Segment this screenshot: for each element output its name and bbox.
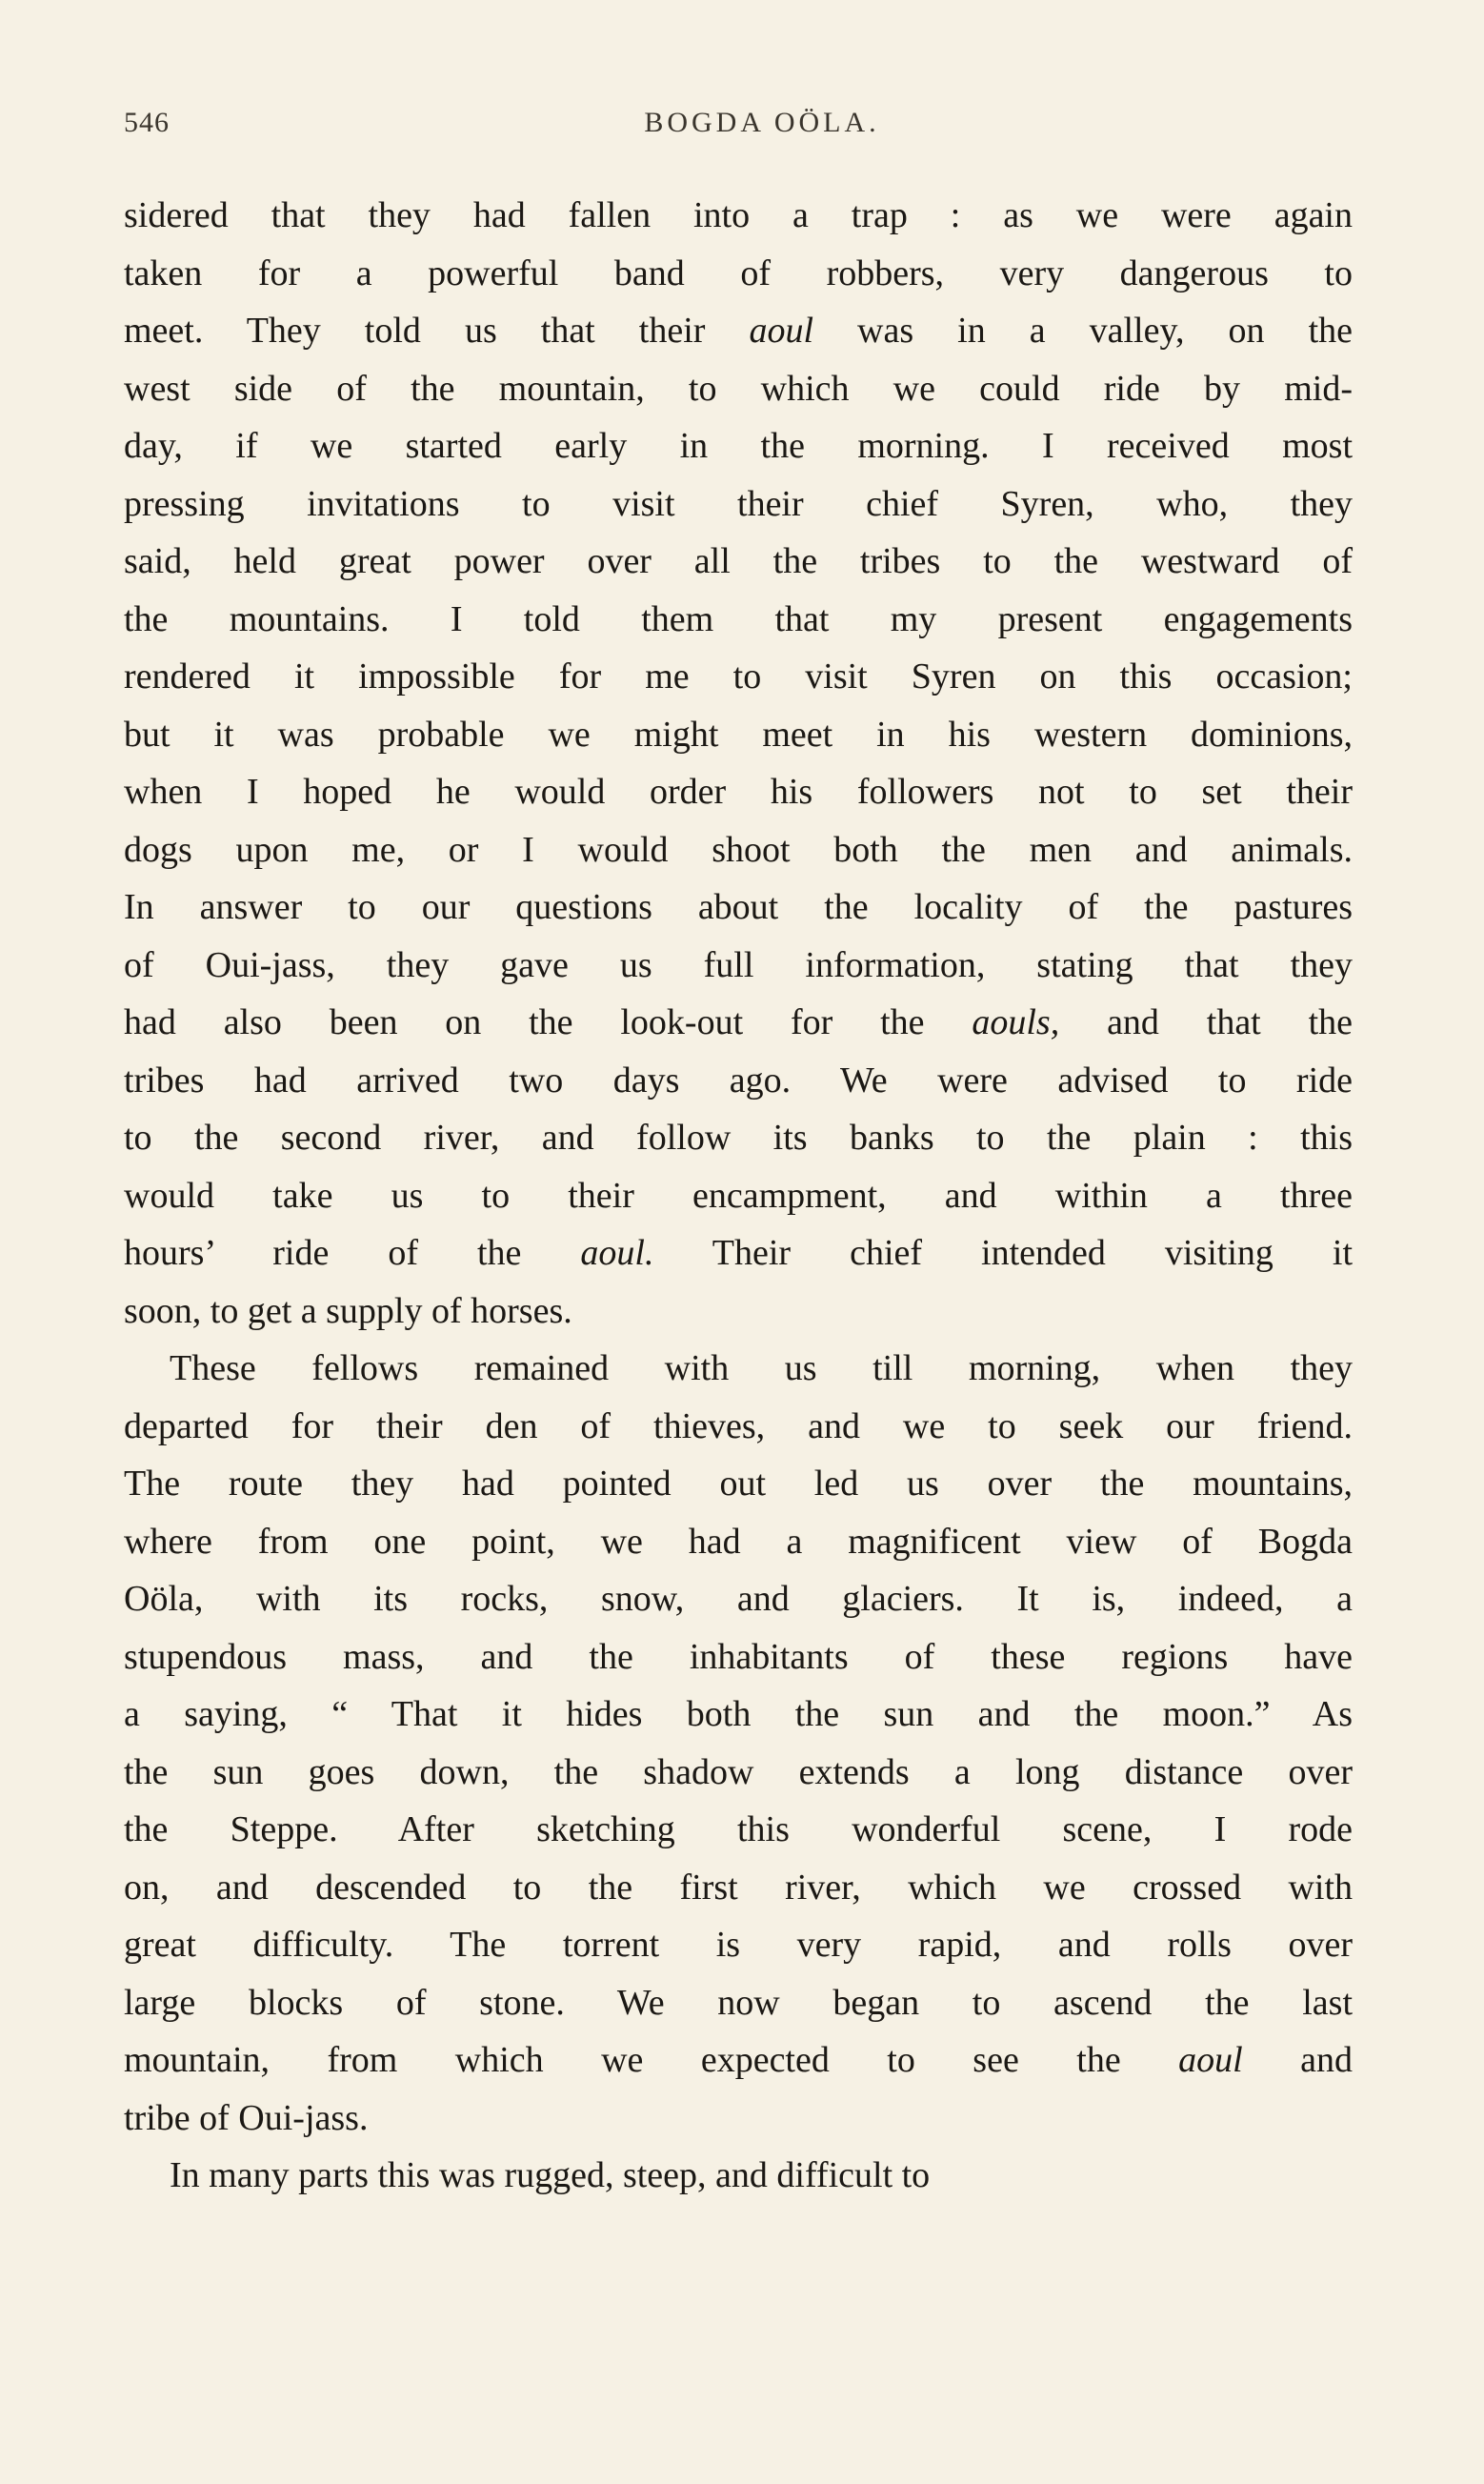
italic-word: aoul <box>749 311 813 351</box>
text-run: mountain, from which we expected to see the <box>124 2040 1179 2080</box>
text-run: The route they had pointed out led us over the mountains, <box>124 1464 1353 1504</box>
text-line <box>124 2090 1353 2148</box>
text-run: great difficulty. The torrent is very rapid, and rolls over <box>124 1925 1353 1965</box>
text-run: pressing invitations to visit their chief Syren, who, they <box>124 483 1353 524</box>
running-head: BOGDA OÖLA. <box>644 107 880 138</box>
text-line <box>124 1570 1353 1628</box>
text-run: These fellows remained with us till morning, when they <box>170 1348 1353 1388</box>
text-line <box>124 302 1353 360</box>
text-line <box>124 187 1353 245</box>
text-line <box>124 360 1353 418</box>
italic-word: aoul <box>1178 2040 1243 2080</box>
text-line <box>124 1109 1353 1167</box>
text-line <box>124 2031 1353 2090</box>
text-line <box>124 994 1353 1052</box>
text-run: taken for a powerful band of robbers, very dangerous to <box>124 252 1353 293</box>
text-line <box>124 1398 1353 1456</box>
text-run: stupendous mass, and the inhabitants of these regions have <box>124 1636 1353 1677</box>
text-run: and that the <box>1059 1002 1353 1042</box>
text-run: of Oui-jass, they gave us full information, stating that they <box>124 944 1353 985</box>
text-line <box>124 1744 1353 1802</box>
text-run: the sun goes down, the shadow extends a long distance over <box>124 1751 1353 1792</box>
text-run: on, and descended to the first river, which we crossed with <box>124 1867 1353 1908</box>
text-run: In many parts this was rugged, steep, and difficult to <box>170 2155 931 2195</box>
text-line <box>124 1686 1353 1744</box>
text-run: west side of the mountain, to which we could ride by mid- <box>124 368 1353 409</box>
text-run: dogs upon me, or I would shoot both the men and animals. <box>124 829 1353 870</box>
text-run: when I hoped he would order his followers not to set their <box>124 772 1353 812</box>
text-run: In answer to our questions about the locality of the pastures <box>124 887 1353 927</box>
italic-word: aoul. <box>580 1233 654 1273</box>
text-line <box>124 1167 1353 1225</box>
text-run: the Steppe. After sketching this wonderful scene, I rode <box>124 1809 1353 1849</box>
text-line <box>124 1340 1353 1398</box>
text-run: Their chief intended visiting it <box>653 1233 1353 1273</box>
text-run: tribes had arrived two days ago. We were advised to ride <box>124 1060 1353 1101</box>
text-line <box>124 1628 1353 1686</box>
text-line <box>124 2147 1353 2205</box>
text-line <box>124 1224 1353 1282</box>
text-line <box>124 878 1353 937</box>
text-line <box>124 1801 1353 1859</box>
text-run: sidered that they had fallen into a trap : as we were again <box>124 195 1353 235</box>
text-run: and <box>1242 2040 1353 2080</box>
text-run: was in a valley, on the <box>813 311 1353 351</box>
page-header <box>124 107 1362 160</box>
text-line <box>124 245 1353 303</box>
text-line <box>124 821 1353 879</box>
text-run: a saying, “ That it hides both the sun and the moon.” As <box>124 1694 1353 1734</box>
text-line <box>124 706 1353 764</box>
text-line <box>124 1282 1353 1341</box>
text-line <box>124 648 1353 706</box>
text-line <box>124 1052 1353 1110</box>
text-line <box>124 591 1353 649</box>
text-run: Oöla, with its rocks, snow, and glaciers. It is, indeed, a <box>124 1579 1353 1619</box>
text-run: but it was probable we might meet in his western dominions, <box>124 714 1353 755</box>
text-line <box>124 1513 1353 1571</box>
text-run: soon, to get a supply of horses. <box>124 1290 572 1331</box>
text-run: would take us to their encampment, and within a three <box>124 1175 1353 1216</box>
italic-word: aouls, <box>972 1002 1060 1042</box>
text-line <box>124 1455 1353 1513</box>
text-run: rendered it impossible for me to visit Syren on this occasion; <box>124 656 1353 697</box>
text-run: said, held great power over all the tribes to the westward of <box>124 541 1353 581</box>
text-run: the mountains. I told them that my present engagements <box>124 598 1353 639</box>
text-line <box>124 1916 1353 1974</box>
text-run: had also been on the look-out for the <box>124 1002 973 1042</box>
text-run: large blocks of stone. We now began to ascend the last <box>124 1982 1353 2023</box>
text-line <box>124 533 1353 591</box>
text-run: meet. They told us that their <box>124 311 750 351</box>
text-run: where from one point, we had a magnificent view of Bogda <box>124 1521 1353 1562</box>
text-run: hours’ ride of the <box>124 1233 581 1273</box>
text-run: tribe of Oui-jass. <box>124 2097 369 2138</box>
text-line <box>124 475 1353 534</box>
text-line <box>124 937 1353 995</box>
text-line <box>124 1859 1353 1917</box>
text-run: day, if we started early in the morning. I received most <box>124 426 1353 466</box>
text-line <box>124 763 1353 821</box>
text-run: departed for their den of thieves, and we to seek our friend. <box>124 1405 1353 1446</box>
text-line <box>124 1974 1353 2032</box>
body-text <box>124 187 1353 2205</box>
text-run: to the second river, and follow its banks to the plain : this <box>124 1118 1353 1158</box>
page-number: 546 <box>124 107 170 138</box>
text-line <box>124 417 1353 475</box>
